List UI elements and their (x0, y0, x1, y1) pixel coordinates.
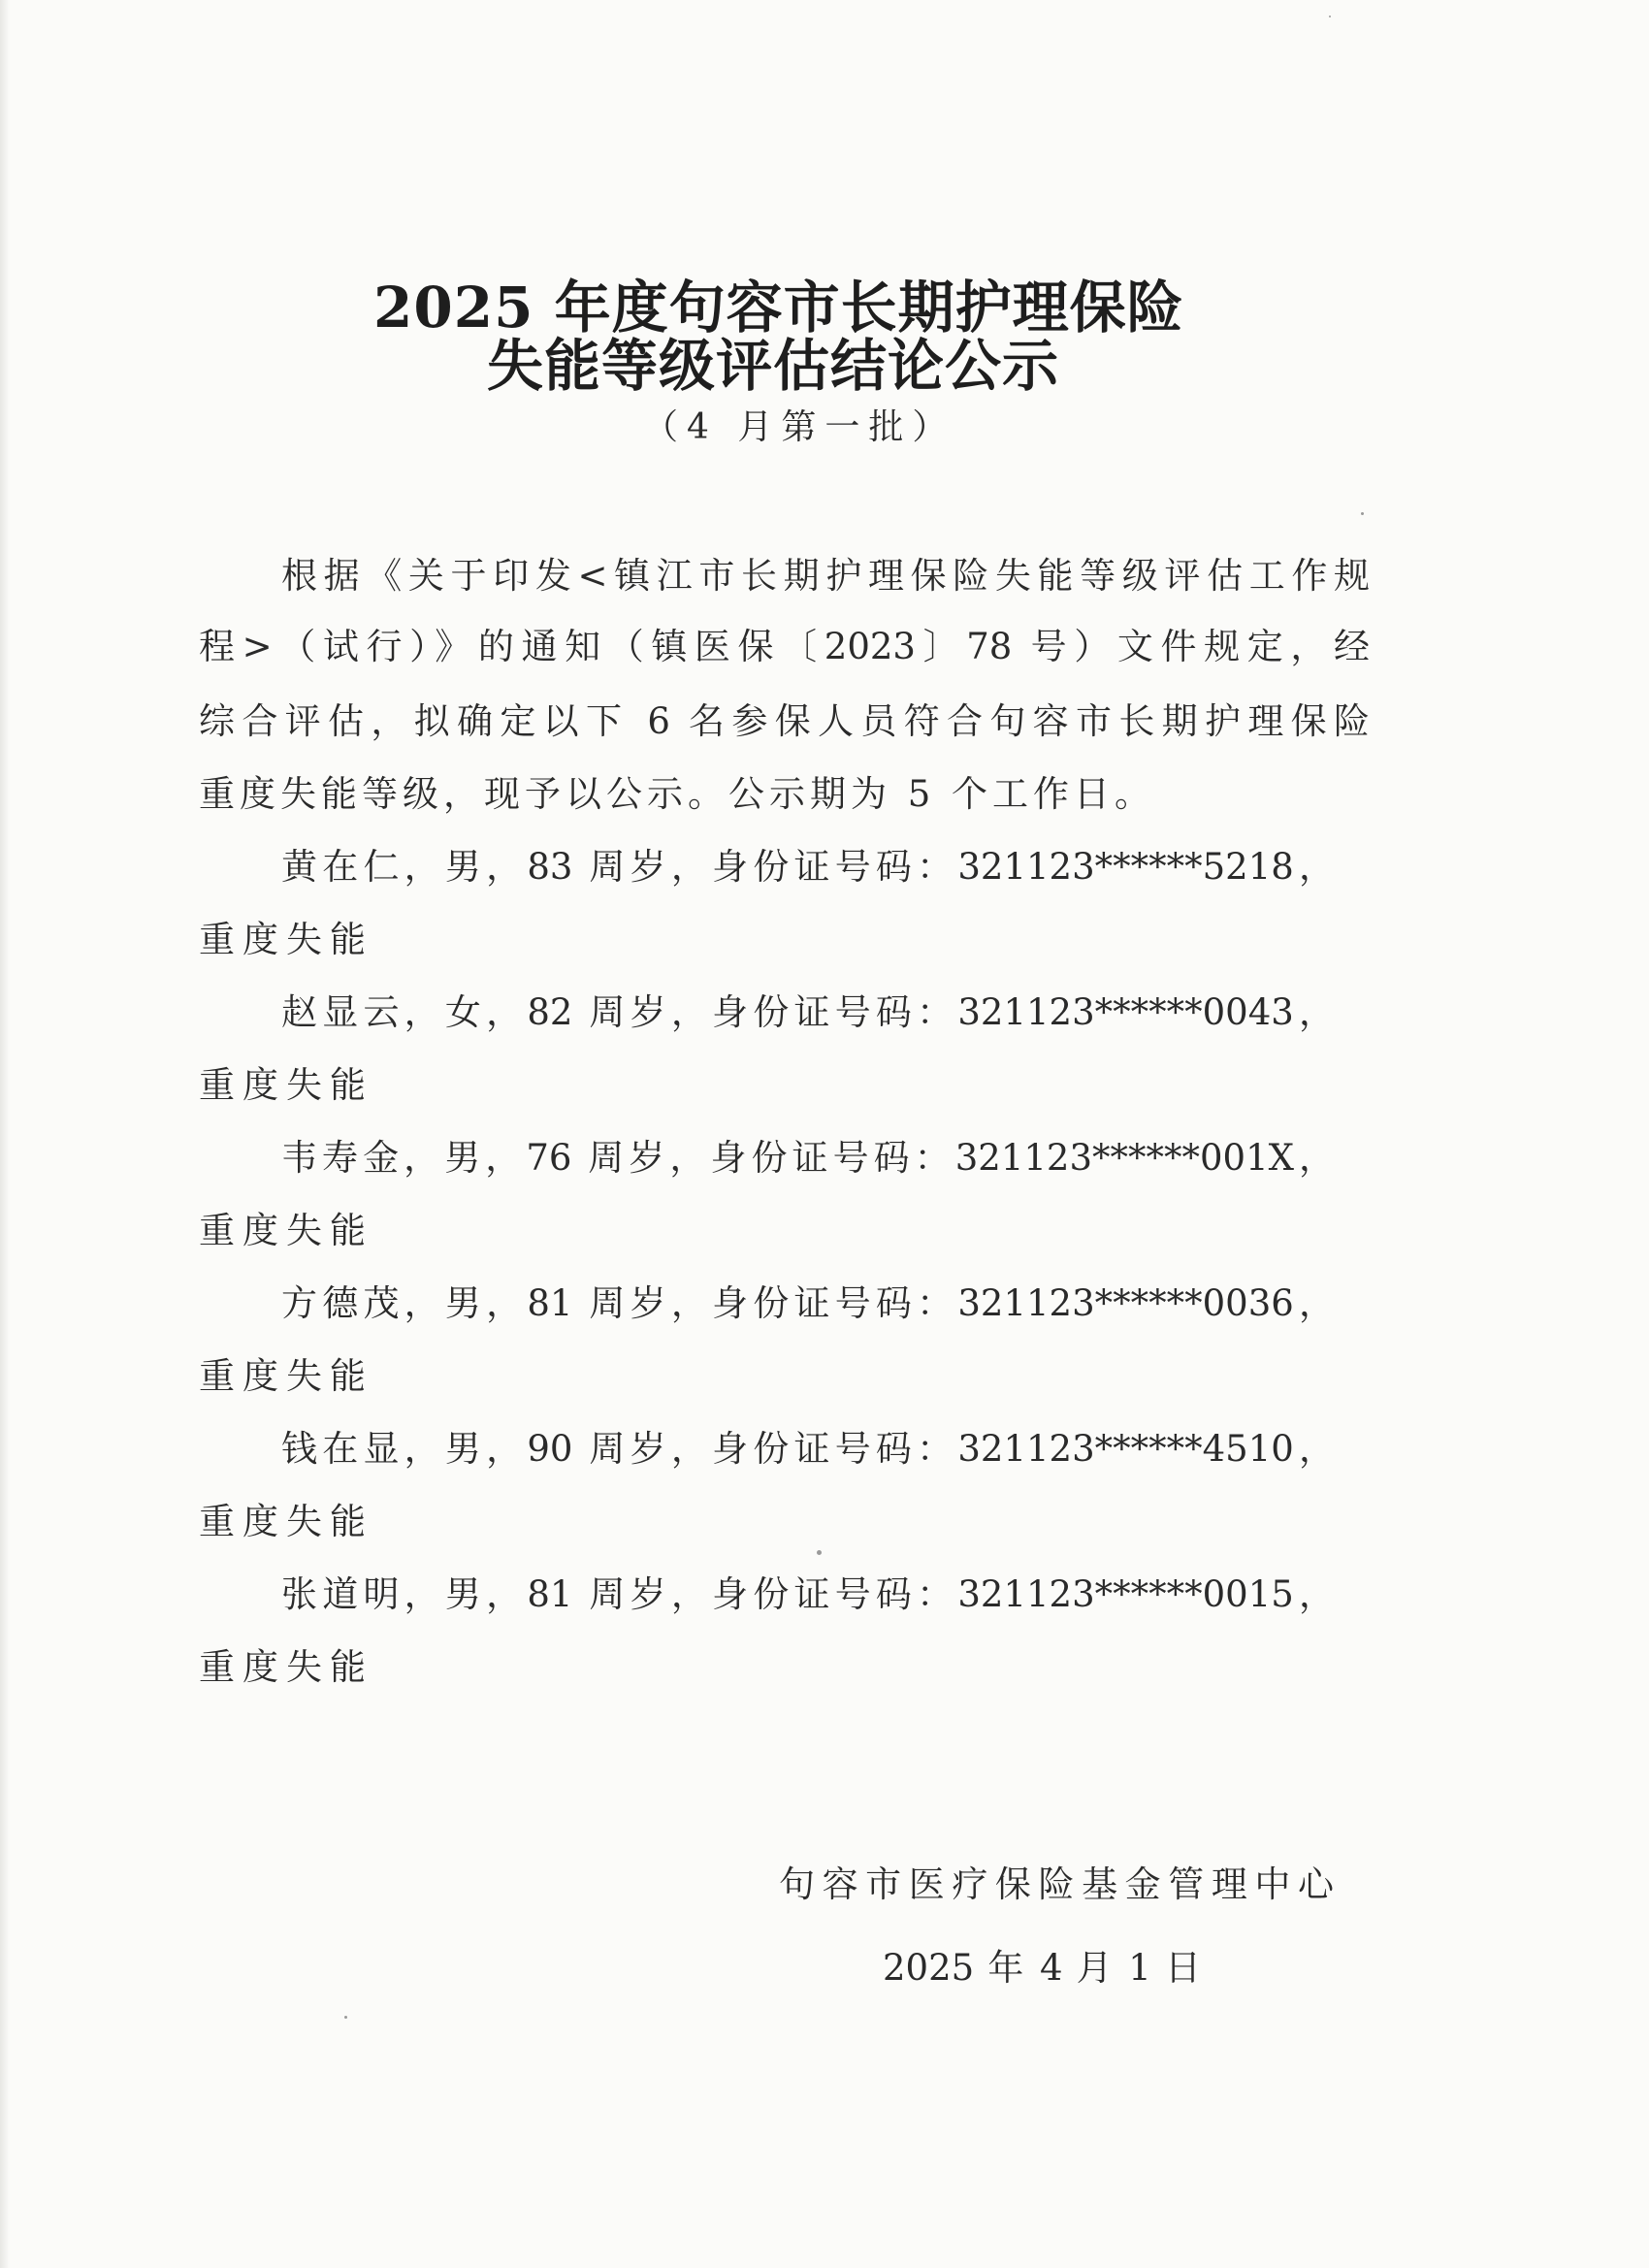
person-level-6: 重度失能 (199, 1646, 373, 1688)
person-entry-6: 张道明，男，81 周岁，身份证号码：321123******0015， (281, 1573, 1335, 1615)
issuing-organization: 句容市医疗保险基金管理中心 (779, 1863, 1334, 1905)
person-level-4: 重度失能 (199, 1355, 373, 1397)
scan-speck (817, 1550, 822, 1555)
person-level-5: 重度失能 (199, 1501, 373, 1542)
document-title-line-1: 2025 年度句容市长期护理保险 (373, 275, 1184, 340)
document-title-line-2: 失能等级评估结论公示 (487, 333, 1060, 399)
person-level-2: 重度失能 (199, 1064, 373, 1106)
scan-speck (1361, 512, 1364, 515)
intro-line-1: 根据《关于印发<镇江市长期护理保险失能等级评估工作规 (281, 555, 1370, 597)
person-entry-4: 方德茂，男，81 周岁，身份证号码：321123******0036， (281, 1282, 1335, 1324)
person-level-1: 重度失能 (199, 919, 373, 960)
intro-line-3: 综合评估，拟确定以下 6 名参保人员符合句容市长期护理保险 (199, 700, 1370, 742)
person-level-3: 重度失能 (199, 1210, 373, 1251)
scan-edge (0, 0, 10, 2268)
issue-date: 2025 年 4 月 1 日 (883, 1947, 1201, 1989)
person-entry-5: 钱在显，男，90 周岁，身份证号码：321123******4510， (281, 1428, 1335, 1470)
person-entry-2: 赵显云，女，82 周岁，身份证号码：321123******0043， (281, 991, 1335, 1033)
batch-label: （4 月第一批） (643, 407, 956, 447)
scan-speck (1329, 16, 1331, 17)
scan-speck (344, 2016, 347, 2019)
person-entry-1: 黄在仁，男，83 周岁，身份证号码：321123******5218， (281, 846, 1335, 888)
intro-line-4: 重度失能等级，现予以公示。公示期为 5 个工作日。 (199, 773, 1156, 815)
intro-line-2: 程>（试行）》的通知（镇医保〔2023〕78 号）文件规定，经 (199, 626, 1370, 667)
person-entry-3: 韦寿金，男，76 周岁，身份证号码：321123******001X， (281, 1137, 1335, 1179)
